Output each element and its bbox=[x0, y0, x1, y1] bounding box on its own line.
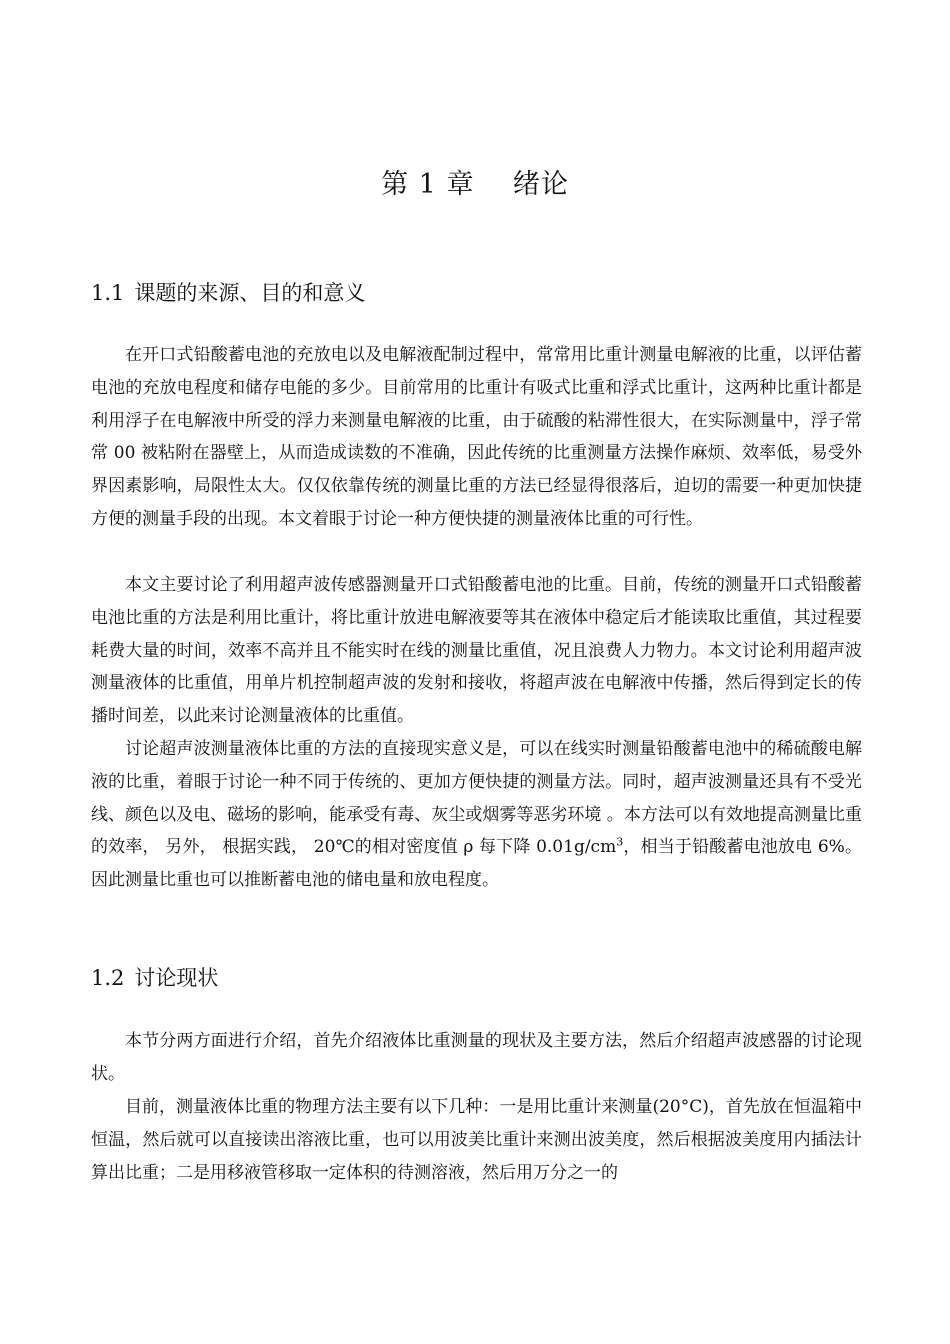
paragraph-text: 讨论超声波测量液体比重的方法的直接现实意义是，可以在线实时测量铅酸蓄电池中的稀硫酸电解液的比重，着眼于讨论一种不同于传统的、更加方便快捷的测量方法。同时，超声波测量还具有不受光线、颜色以及电、磁场的影响，能承受有毒、灰尘或烟雾等恶劣环境 。本方法可以有效地提高测量比重的效率， 另外， 根据实践， 20℃的相对密度值 ρ 每下降 0.01g/cm bbox=[91, 739, 862, 858]
chapter-title: 第 1 章 绪论 bbox=[381, 169, 569, 200]
paragraph: 目前，测量液体比重的物理方法主要有以下几种：一是用比重计来测量(20°C)，首先放在恒温箱中恒温，然后就可以直接读出溶液比重，也可以用波美比重计来测出波美度，然后根据波美度用内插法计算出比重；二是用移液管移取一定体积的待测溶液，然后用万分之一的 bbox=[91, 1097, 862, 1183]
section-number: 1.1 bbox=[91, 281, 125, 305]
paragraph: 本节分两方面进行介绍，首先介绍液体比重测量的现状及主要方法，然后介绍超声波感器的讨论现状。 bbox=[91, 1031, 862, 1084]
superscript: 3 bbox=[616, 835, 624, 849]
section-heading-1-2 bbox=[91, 962, 218, 992]
paragraph-text: ，相当于铅酸蓄电池放电 6%。因此测量比重也可以推断蓄电池的储电量和放电程度。 bbox=[91, 837, 863, 891]
section-title-text: 课题的来源、目的和意义 bbox=[134, 281, 366, 305]
paragraph bbox=[91, 733, 862, 897]
paragraph: 本文主要讨论了利用超声波传感器测量开口式铅酸蓄电池的比重。目前，传统的测量开口式铅酸蓄电池比重的方法是利用比重计，将比重计放进电解液要等其在液体中稳定后才能读取比重值，其过程要耗费大量的时间，效率不高并且不能实时在线的测量比重值，况且浪费人力物力。本文讨论利用超声波测量液体的比重值，用单片机控制超声波的发射和接收，将超声波在电解液中传播，然后得到定长的传播时间差，以此来讨论测量液体的比重值。 bbox=[91, 575, 862, 727]
paragraph: 在开口式铅酸蓄电池的充放电以及电解液配制过程中，常常用比重计测量电解液的比重，以评估蓄电池的充放电程度和储存电能的多少。目前常用的比重计有吸式比重和浮式比重计，这两种比重计都是利用浮子在电解液中所受的浮力来测量电解液的比重，由于硫酸的粘滞性很大，在实际测量中，浮子常常 00 被粘附在器壁上，从而造成读数的不准确，因此传统的比重测量方法操作麻烦、效率低，易受外界因素影响，局限性太大。仅仅依靠传统的测量比重的方法已经显得很落后，迫切的需要一种更加快捷方便的测量手段的出现。本文着眼于讨论一种方便快捷的测量液体比重的可行性。 bbox=[91, 345, 862, 529]
section-number: 1.2 bbox=[91, 966, 125, 990]
section-title-text: 讨论现状 bbox=[134, 966, 219, 990]
section-heading-1-1 bbox=[91, 277, 365, 307]
